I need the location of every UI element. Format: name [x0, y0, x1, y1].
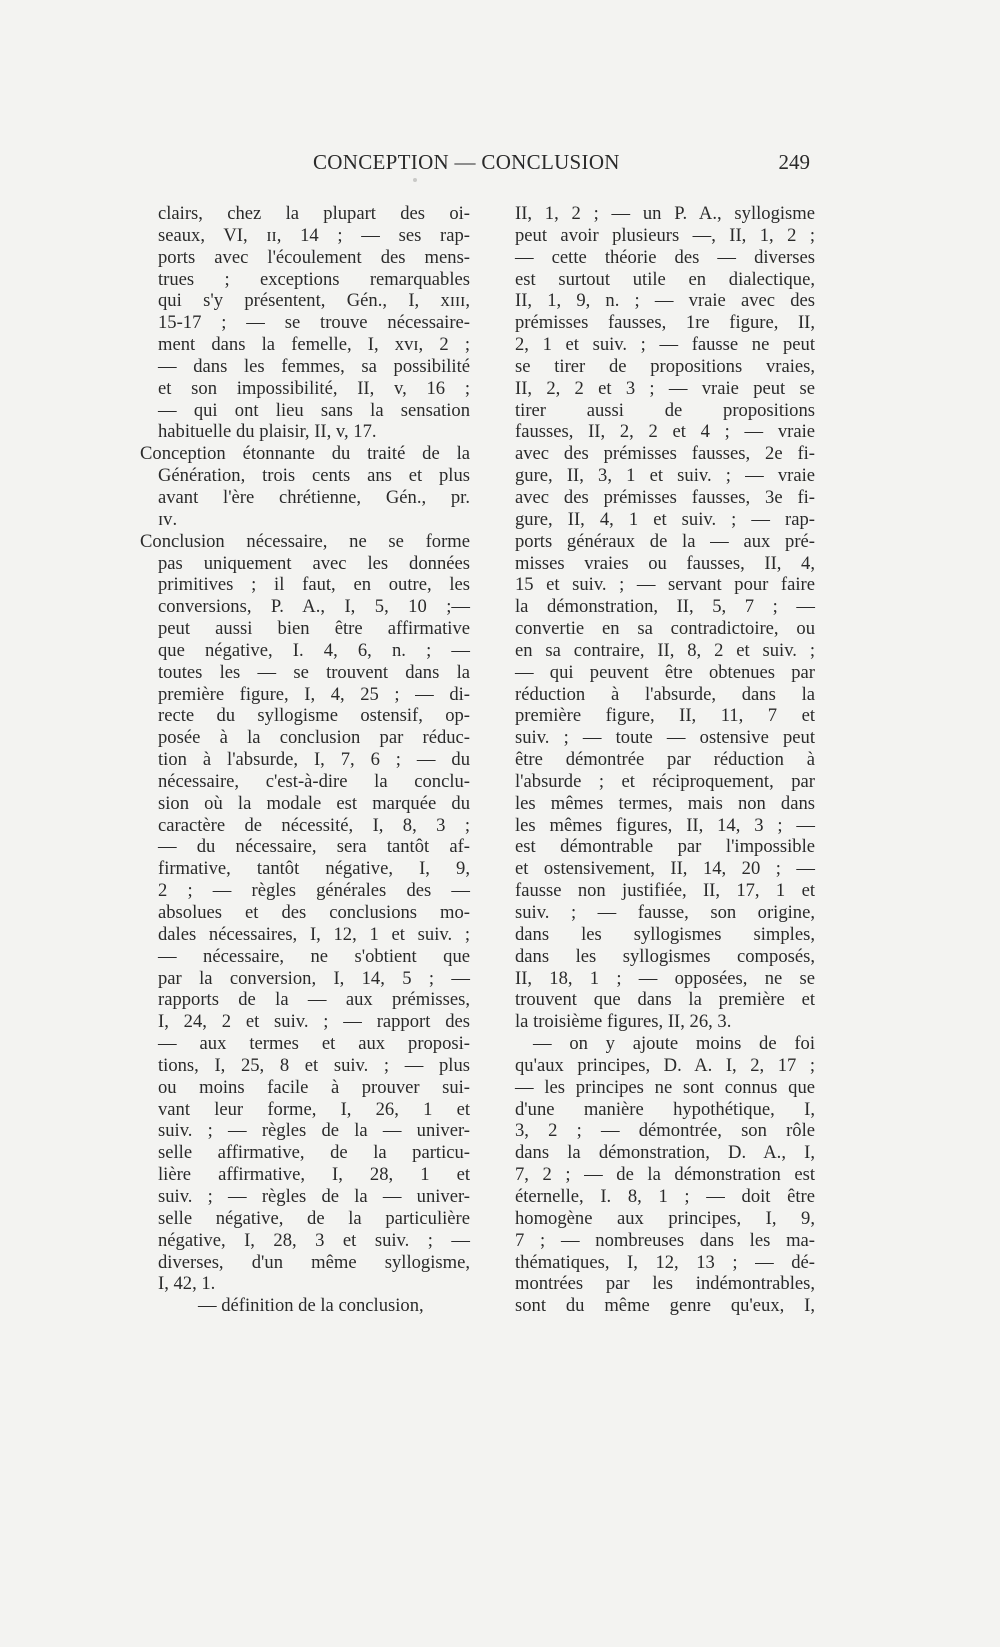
text-line: première figure, II, 11, 7 et: [515, 705, 815, 727]
text-line: fausse non justifiée, II, 17, 1 et: [515, 880, 815, 902]
text-line: peut aussi bien être affirmative: [158, 618, 470, 640]
text-line: — aux termes et aux proposi-: [158, 1033, 470, 1055]
text-line: II, 1, 2 ; — un P. A., syllogisme: [515, 203, 815, 224]
text-line: avant l'ère chrétienne, Gén., pr.: [158, 486, 470, 508]
text-line: en sa contraire, II, 8, 2 et suiv. ;: [515, 639, 815, 661]
text-line: et ostensivement, II, 14, 20 ; —: [515, 858, 815, 880]
text-line: par la conversion, I, 14, 5 ; —: [158, 967, 470, 989]
text-line: tions, I, 25, 8 et suiv. ; — plus: [158, 1054, 470, 1076]
text-line: habituelle du plaisir, II, v, 17.: [158, 421, 377, 443]
text-line: avec des prémisses fausses, 2e fi-: [515, 443, 815, 465]
text-line: — dans les femmes, sa possibilité: [158, 355, 470, 377]
text-line: tirer aussi de propositions: [515, 399, 815, 421]
text-line: éternelle, I. 8, 1 ; — doit être: [515, 1185, 815, 1207]
text-line: première figure, I, 4, 25 ; — di-: [158, 683, 470, 705]
text-line: ment dans la femelle, I, xᴠɪ, 2 ;: [158, 334, 470, 356]
text-line: trouvent que dans la première et: [515, 989, 815, 1011]
text-line: — on y ajoute moins de foi: [533, 1033, 815, 1055]
text-line: les mêmes figures, II, 14, 3 ; —: [515, 814, 815, 836]
text-line: 3, 2 ; — démontrée, son rôle: [515, 1120, 815, 1142]
text-line: vant leur forme, I, 26, 1 et: [158, 1098, 470, 1120]
text-line: dales nécessaires, I, 12, 1 et suiv. ;: [158, 923, 470, 945]
text-line: la démonstration, II, 5, 7 ; —: [515, 596, 815, 618]
text-line: nécessaire, c'est-à-dire la conclu-: [158, 770, 470, 792]
running-head: [150, 150, 810, 180]
text-line: seaux, VI, ɪɪ, 14 ; — ses rap-: [158, 224, 470, 246]
text-line: 15-17 ; — se trouve nécessaire-: [158, 312, 470, 334]
text-line: dans la démonstration, D. A., I,: [515, 1142, 815, 1164]
text-line: et son impossibilité, II, v, 16 ;: [158, 377, 470, 399]
text-line: toutes les — se trouvent dans la: [158, 661, 470, 683]
text-line: les mêmes termes, mais non dans: [515, 792, 815, 814]
text-line: absolues et des conclusions mo-: [158, 902, 470, 923]
text-line: primitives ; il faut, en outre, les: [158, 574, 470, 596]
running-title: CONCEPTION — CONCLUSION: [313, 150, 620, 174]
text-line: prémisses fausses, 1re figure, II,: [515, 312, 815, 334]
text-line: ports avec l'écoulement des mens-: [158, 246, 470, 268]
text-line: dans les syllogismes simples,: [515, 923, 815, 945]
text-line: thématiques, I, 12, 13 ; — dé-: [515, 1251, 815, 1273]
text-line: — nécessaire, ne s'obtient que: [158, 945, 470, 967]
text-line: est surtout utile en dialectique,: [515, 268, 815, 290]
text-line: d'une manière hypothétique, I,: [515, 1098, 815, 1120]
text-line: II, 18, 1 ; — opposées, ne se: [515, 967, 815, 989]
text-line: gure, II, 4, 1 et suiv. ; — rap-: [515, 508, 815, 530]
right-column: [515, 203, 815, 1317]
text-line: tion à l'absurde, I, 7, 6 ; — du: [158, 749, 470, 771]
text-line: l'absurde ; et réciproquement, par: [515, 770, 815, 792]
text-line: convertie en sa contradictoire, ou: [515, 618, 815, 640]
left-column: [140, 203, 470, 1317]
page-number: 249: [778, 150, 810, 174]
text-line: I, 42, 1.: [158, 1273, 216, 1295]
text-line: I, 24, 2 et suiv. ; — rapport des: [158, 1011, 470, 1033]
text-line: 7 ; — nombreuses dans les ma-: [515, 1229, 815, 1251]
text-line: lière affirmative, I, 28, 1 et: [158, 1164, 470, 1186]
text-line: — qui ont lieu sans la sensation: [158, 399, 470, 421]
text-line: 7, 2 ; — de la démonstration est: [515, 1164, 815, 1186]
text-line: — les principes ne sont connus que: [515, 1076, 815, 1098]
text-line: firmative, tantôt négative, I, 9,: [158, 858, 470, 880]
text-line: II, 1, 9, n. ; — vraie avec des: [515, 290, 815, 312]
text-line: misses vraies ou fausses, II, 4,: [515, 552, 815, 574]
text-line: selle affirmative, de la particu-: [158, 1142, 470, 1164]
text-line: suiv. ; — règles de la — univer-: [158, 1120, 470, 1142]
text-line: sion où la modale est marquée du: [158, 792, 470, 814]
text-line: peut avoir plusieurs —, II, 1, 2 ;: [515, 224, 815, 246]
text-line: qui s'y présentent, Gén., I, xɪɪɪ,: [158, 290, 470, 312]
text-line: être démontrée par réduction à: [515, 749, 815, 771]
text-line: fausses, II, 2, 2 et 4 ; — vraie: [515, 421, 815, 443]
text-line: dans les syllogismes composés,: [515, 945, 815, 967]
text-line: est démontrable par l'impossible: [515, 836, 815, 858]
text-line: ɪᴠ.: [158, 508, 178, 530]
text-line: caractère de nécessité, I, 8, 3 ;: [158, 814, 470, 836]
text-line: posée à la conclusion par réduc-: [158, 727, 470, 749]
text-line: la troisième figures, II, 26, 3.: [515, 1011, 732, 1033]
text-line: réduction à l'absurde, dans la: [515, 683, 815, 705]
text-line: trues ; exceptions remarquables: [158, 268, 470, 290]
text-line: Conclusion nécessaire, ne se forme: [140, 530, 470, 552]
text-line: que négative, I. 4, 6, n. ; —: [158, 639, 470, 661]
text-line: montrées par les indémontrables,: [515, 1273, 815, 1295]
text-line: qu'aux principes, D. A. I, 2, 17 ;: [515, 1054, 815, 1076]
text-line: 15 et suiv. ; — servant pour faire: [515, 574, 815, 596]
text-line: Génération, trois cents ans et plus: [158, 465, 470, 487]
text-line: pas uniquement avec les données: [158, 552, 470, 574]
text-line: Conception étonnante du traité de la: [140, 443, 470, 465]
text-line: conversions, P. A., I, 5, 10 ;—: [158, 596, 470, 618]
text-line: sont du même genre qu'eux, I,: [515, 1295, 815, 1317]
ink-speck: [413, 178, 417, 182]
text-line: II, 2, 2 et 3 ; — vraie peut se: [515, 377, 815, 399]
text-line: négative, I, 28, 3 et suiv. ; —: [158, 1229, 470, 1251]
text-line: 2, 1 et suiv. ; — fausse ne peut: [515, 334, 815, 356]
text-line: — qui peuvent être obtenues par: [515, 661, 815, 683]
text-line: suiv. ; — fausse, son origine,: [515, 902, 815, 923]
text-line: ou moins facile à prouver sui-: [158, 1076, 470, 1098]
text-line: se tirer de propositions vraies,: [515, 355, 815, 377]
text-line: — définition de la conclusion,: [198, 1295, 424, 1317]
text-line: selle négative, de la particulière: [158, 1207, 470, 1229]
text-line: recte du syllogisme ostensif, op-: [158, 705, 470, 727]
text-line: — du nécessaire, sera tantôt af-: [158, 836, 470, 858]
text-line: 2 ; — règles générales des —: [158, 880, 470, 902]
text-line: gure, II, 3, 1 et suiv. ; — vraie: [515, 465, 815, 487]
text-line: suiv. ; — règles de la — univer-: [158, 1185, 470, 1207]
text-line: ports généraux de la — aux pré-: [515, 530, 815, 552]
text-line: — cette théorie des — diverses: [515, 246, 815, 268]
text-line: avec des prémisses fausses, 3e fi-: [515, 486, 815, 508]
text-line: suiv. ; — toute — ostensive peut: [515, 727, 815, 749]
text-line: homogène aux principes, I, 9,: [515, 1207, 815, 1229]
text-line: diverses, d'un même syllogisme,: [158, 1251, 470, 1273]
text-line: clairs, chez la plupart des oi-: [158, 203, 470, 224]
text-line: rapports de la — aux prémisses,: [158, 989, 470, 1011]
